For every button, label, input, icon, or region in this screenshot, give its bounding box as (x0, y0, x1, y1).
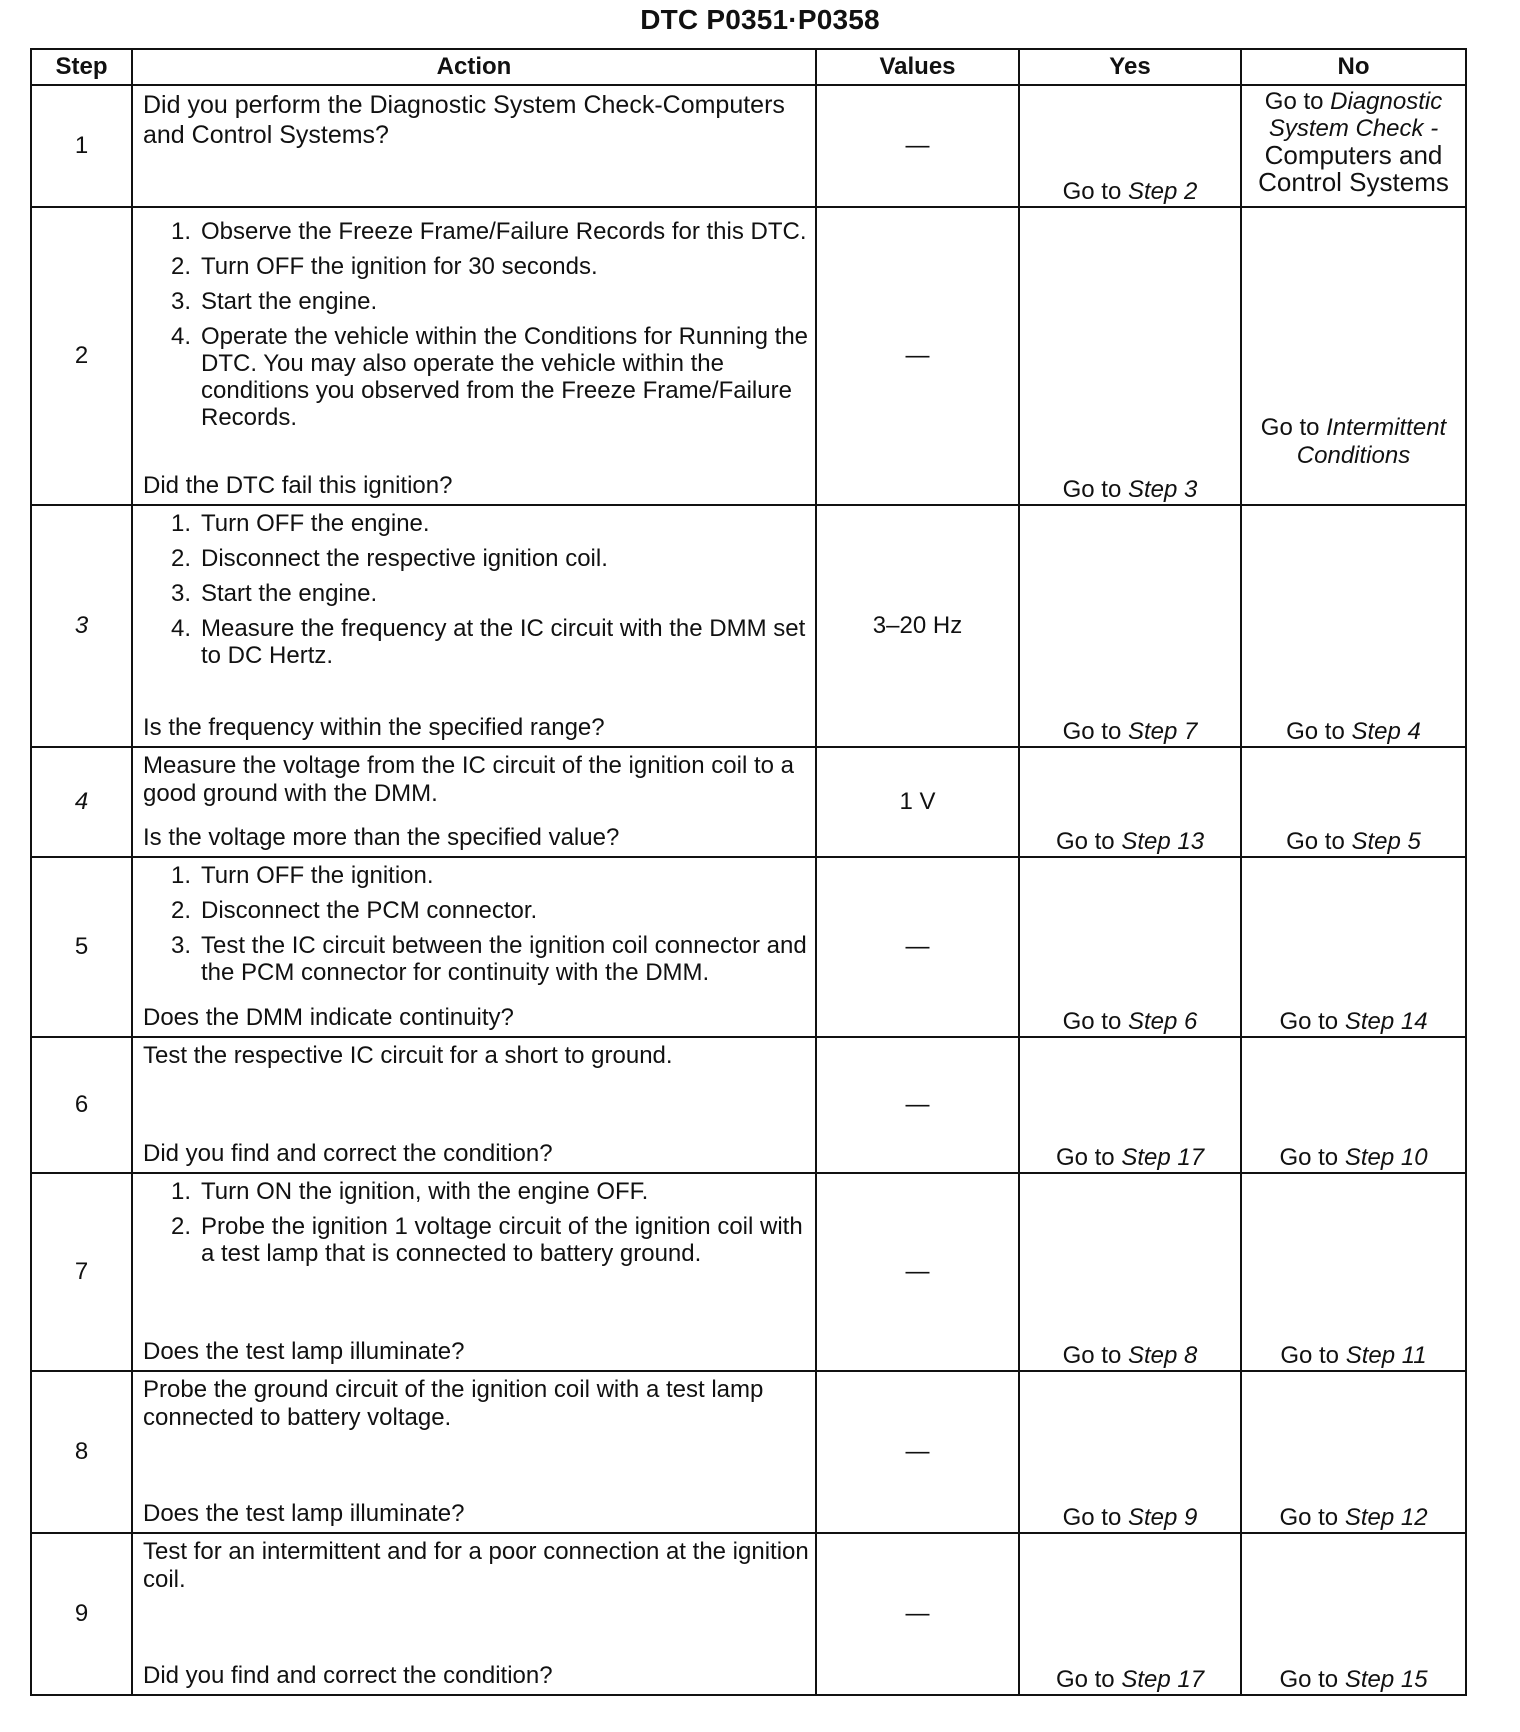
header-values: Values (816, 49, 1019, 85)
diagnostic-table (30, 48, 1467, 1696)
action-text: Did you perform the Diagnostic System Check-Computers and Control Systems? (143, 91, 785, 149)
yes-step-link: Step 3 (1127, 476, 1198, 503)
step-number: 9 (31, 1533, 132, 1695)
no-goto-text: Go to (1286, 718, 1352, 745)
action-cell (132, 1173, 816, 1371)
yes-step-link: Step 2 (1127, 178, 1198, 205)
no-cell (1241, 1533, 1466, 1695)
no-goto-text: Go to (1279, 1008, 1345, 1035)
table-row (31, 1173, 1466, 1371)
page-title: DTC P0351·P0358 (640, 4, 880, 35)
instruction-item: 2. Probe the ignition 1 voltage circuit of the ignition coil with a test lamp that is connected to battery ground. (170, 1213, 803, 1267)
table-row (31, 747, 1466, 857)
yes-goto-text: Go to (1062, 476, 1128, 503)
value-cell: — (816, 857, 1019, 1037)
action-cell (132, 747, 816, 857)
no-step-link: Step 11 (1345, 1342, 1427, 1369)
step-number: 1 (31, 85, 132, 207)
value-cell: 1 V (816, 747, 1019, 857)
action-cell (132, 857, 816, 1037)
no-goto-text: Go to (1264, 88, 1331, 115)
action-cell (132, 85, 816, 207)
action-cell (132, 1037, 816, 1173)
no-reference (1242, 86, 1465, 200)
action-text: Probe the ground circuit of the ignition coil with a test lamp connected to battery voltage. (143, 1376, 764, 1431)
no-cell (1241, 747, 1466, 857)
yes-cell (1019, 207, 1241, 505)
step-number: 2 (31, 207, 132, 505)
step-number: 7 (31, 1173, 132, 1371)
no-cell (1241, 85, 1466, 207)
no-ref-line2: Conditions (1296, 442, 1411, 469)
table-row (31, 207, 1466, 505)
yes-goto-text: Go to (1055, 1666, 1122, 1693)
no-goto-text: Go to (1279, 1666, 1345, 1693)
instruction-item: 2. Turn OFF the ignition for 30 seconds. (170, 253, 598, 280)
question-text: Did you find and correct the condition? (143, 1662, 553, 1689)
table-row (31, 1371, 1466, 1533)
instruction-item: 3. Test the IC circuit between the ignition coil connector and the PCM connector for continuity with the DMM. (170, 932, 807, 986)
yes-cell (1019, 505, 1241, 747)
value-cell: — (816, 1037, 1019, 1173)
yes-cell (1019, 747, 1241, 857)
action-text: Test the respective IC circuit for a short to ground. (143, 1042, 673, 1069)
action-cell (132, 207, 816, 505)
step-number: 6 (31, 1037, 132, 1173)
value-cell: — (816, 1371, 1019, 1533)
no-cell (1241, 207, 1466, 505)
step-number: 8 (31, 1371, 132, 1533)
instruction-list (143, 510, 809, 677)
no-cell (1241, 1037, 1466, 1173)
yes-goto-text: Go to (1055, 1144, 1122, 1171)
no-step-link: Step 14 (1344, 1008, 1428, 1035)
instruction-list (143, 1178, 809, 1275)
no-goto-text: Go to (1279, 1504, 1345, 1531)
action-text: Measure the voltage from the IC circuit of the ignition coil to a good ground with the DMM. (143, 752, 794, 807)
table-row (31, 1037, 1466, 1173)
instruction-item: 1. Observe the Freeze Frame/Failure Records for this DTC. (170, 218, 807, 245)
no-ref-line1: Intermittent (1326, 414, 1447, 441)
instruction-list (143, 212, 809, 439)
question-text: Did the DTC fail this ignition? (143, 472, 453, 499)
value-cell: — (816, 1533, 1019, 1695)
yes-step-link: Step 8 (1127, 1342, 1198, 1369)
no-ref-line1: Diagnostic (1330, 88, 1443, 115)
no-step-link: Step 4 (1351, 718, 1421, 745)
no-step-link: Step 5 (1351, 828, 1421, 855)
no-goto-text: Go to (1260, 414, 1327, 441)
action-text: Test for an intermittent and for a poor connection at the ignition coil. (143, 1538, 809, 1593)
instruction-item: 4. Measure the frequency at the IC circuit with the DMM set to DC Hertz. (170, 615, 806, 669)
yes-step-link: Step 17 (1121, 1144, 1205, 1171)
no-goto-text: Go to (1286, 828, 1352, 855)
step-number: 5 (31, 857, 132, 1037)
yes-goto-text: Go to (1055, 828, 1122, 855)
instruction-item: 3. Start the engine. (170, 580, 378, 607)
step-number: 4 (31, 747, 132, 857)
question-text: Does the test lamp illuminate? (143, 1338, 465, 1365)
no-ref-line4: Control Systems (1258, 167, 1449, 197)
question-text: Does the test lamp illuminate? (143, 1500, 465, 1527)
table-row (31, 505, 1466, 747)
no-goto-text: Go to (1280, 1342, 1346, 1369)
header-row (31, 49, 1466, 85)
yes-goto-text: Go to (1062, 1008, 1128, 1035)
no-ref-line2: System Check - (1268, 115, 1439, 142)
yes-cell (1019, 1037, 1241, 1173)
no-cell (1241, 1173, 1466, 1371)
instruction-item: 1. Turn OFF the engine. (170, 510, 430, 537)
no-ref-line3: Computers and (1264, 140, 1443, 170)
yes-cell (1019, 1533, 1241, 1695)
instruction-item: 2. Disconnect the respective ignition coil. (170, 545, 608, 572)
action-cell (132, 1371, 816, 1533)
yes-cell (1019, 1173, 1241, 1371)
yes-step-link: Step 6 (1127, 1008, 1198, 1035)
no-step-link: Step 10 (1344, 1144, 1428, 1171)
instruction-list (143, 862, 809, 986)
instruction-item: 4. Operate the vehicle within the Conditions for Running the DTC. You may also operate the vehicle within the conditions you observed from the Freeze Frame/Failure Records. (170, 323, 809, 431)
no-cell (1241, 505, 1466, 747)
instruction-item: 3. Start the engine. (170, 288, 378, 315)
value-cell: — (816, 1173, 1019, 1371)
value-cell: — (816, 85, 1019, 207)
question-text: Is the voltage more than the specified value? (143, 824, 620, 851)
question-text: Did you find and correct the condition? (143, 1140, 553, 1167)
table-row (31, 1533, 1466, 1695)
header-step: Step (31, 49, 132, 85)
action-cell (132, 505, 816, 747)
yes-step-link: Step 13 (1121, 828, 1205, 855)
yes-step-link: Step 9 (1127, 1504, 1198, 1531)
value-cell: — (816, 207, 1019, 505)
no-step-link: Step 15 (1344, 1666, 1428, 1693)
step-number: 3 (31, 505, 132, 747)
instruction-item: 1. Turn OFF the ignition. (170, 862, 434, 889)
instruction-item: 1. Turn ON the ignition, with the engine OFF. (170, 1178, 649, 1205)
yes-cell (1019, 1371, 1241, 1533)
yes-cell (1019, 85, 1241, 207)
no-goto-text: Go to (1279, 1144, 1345, 1171)
yes-goto-text: Go to (1062, 1342, 1128, 1369)
header-action: Action (132, 49, 816, 85)
table-row (31, 857, 1466, 1037)
yes-goto-text: Go to (1062, 718, 1128, 745)
no-cell (1241, 1371, 1466, 1533)
value-cell: 3–20 Hz (816, 505, 1019, 747)
yes-cell (1019, 857, 1241, 1037)
header-yes: Yes (1019, 49, 1241, 85)
no-step-link: Step 12 (1344, 1504, 1428, 1531)
action-cell (132, 1533, 816, 1695)
yes-step-link: Step 17 (1121, 1666, 1205, 1693)
table-row (31, 85, 1466, 207)
instruction-item: 2. Disconnect the PCM connector. (170, 897, 538, 924)
no-reference (1242, 414, 1465, 470)
question-text: Is the frequency within the specified range? (143, 714, 605, 741)
yes-goto-text: Go to (1062, 1504, 1128, 1531)
yes-step-link: Step 7 (1127, 718, 1198, 745)
question-text: Does the DMM indicate continuity? (143, 1004, 514, 1031)
header-no: No (1241, 49, 1466, 85)
no-cell (1241, 857, 1466, 1037)
yes-goto-text: Go to (1062, 178, 1128, 205)
